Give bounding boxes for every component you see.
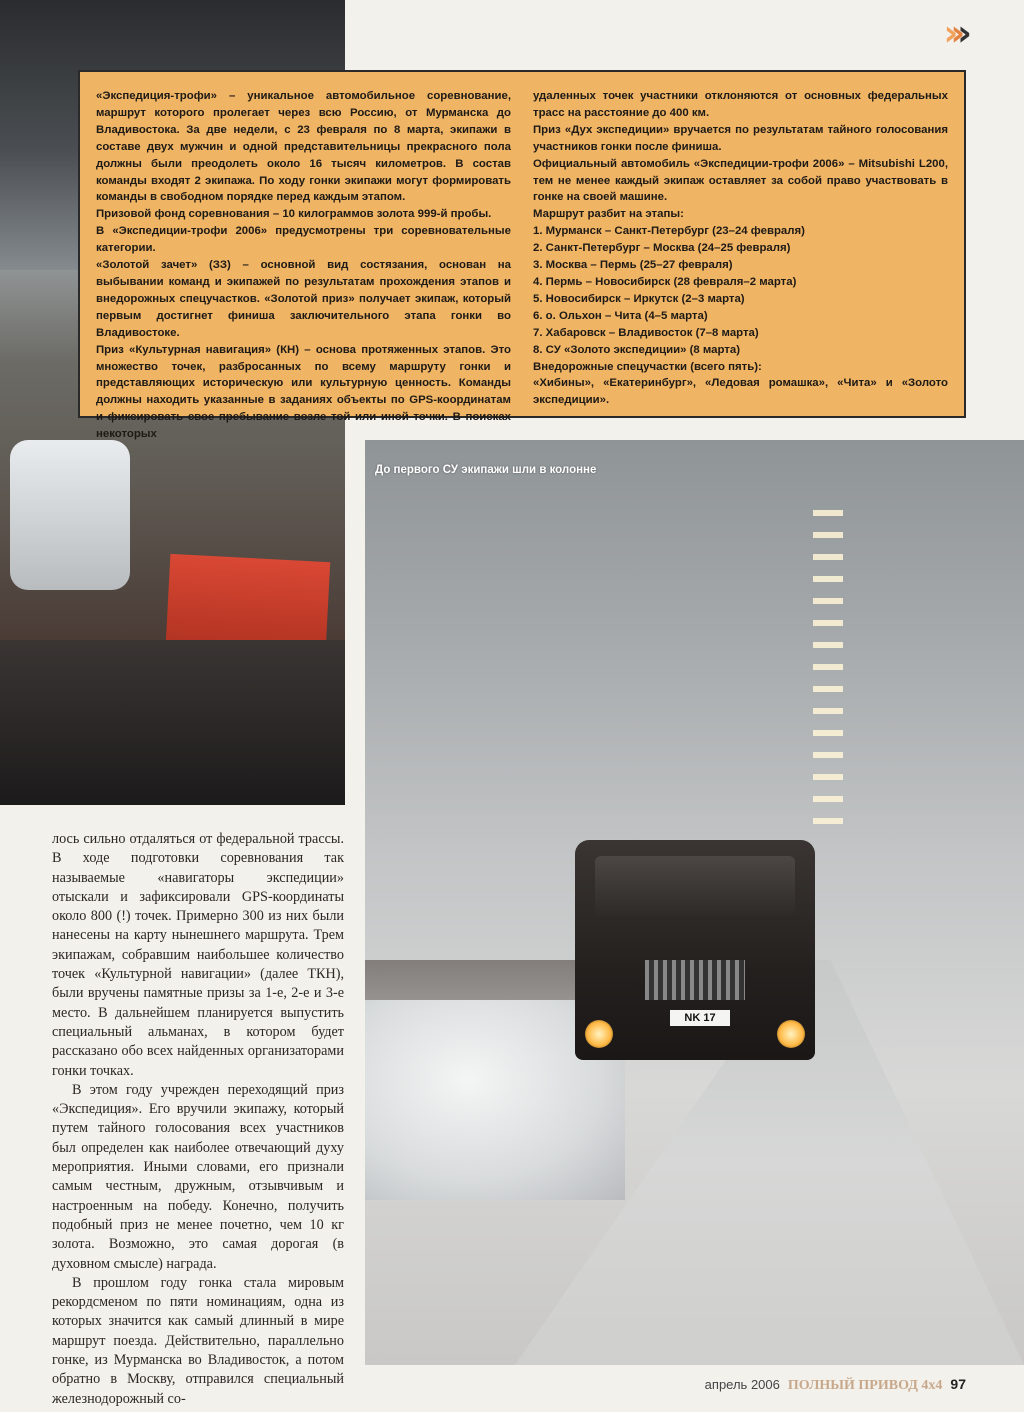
photo-convoy-lights bbox=[813, 510, 843, 840]
sidebar-paragraph: Приз «Дух экспедиции» вручается по результатам тайного голосования участников гонки после финиша. bbox=[533, 123, 948, 153]
sidebar-paragraph: Приз «Культурная навигация» (КН) – основа протяженных этапов. Это множество точек, разбросанных по всему маршруту гонки и представляющих историческую или культурную ценность. Команды должны находить указанные в заданиях объекты по GPS-координатам и фиксировать свое пребывание возле той или иной точки. В поисках некоторых bbox=[96, 343, 511, 441]
stage-item: 7. Хабаровск – Владивосток (7–8 марта) bbox=[533, 326, 759, 339]
sidebar-paragraph: «Экспедиция-трофи» – уникальное автомобильное соревнование, маршрут которого пролегает через всю Россию, от Мурманска до Владивостока. За две недели, с 23 февраля по 8 марта, экипажи в составе двух мужчин и одной представительницы прекрасного пола должны были преодолеть около 16 тысяч километров. В состав команды входят 2 экипажа. По ходу гонки экипажи могут формировать команды в свободном порядке перед каждым этапом. bbox=[96, 90, 511, 204]
sidebar-paragraph: Официальный автомобиль «Экспедиции-трофи 2006» – Mitsubishi L200, тем не менее каждый экипаж оставляет за собой право участвовать в гонке на своей машине. bbox=[533, 157, 948, 204]
chevron-right-icon: ››› bbox=[943, 13, 964, 54]
article-paragraph: лось сильно отдаляться от федеральной трассы. В ходе подготовки соревнования так называемые «навигаторы экспедиции» отыскали и зафиксировали GPS-координаты около 800 (!) точек. Примерно 300 из них были нанесены на карту нынешнего маршрута. Трем экипажам, собравшим наибольшее количество точек «Культурной навигации» (далее ТКН), были вручены памятные призы за 1-е, 2-е и 3-е место. В дальнейшем планируется выпустить специальный альманах, в котором будет рассказано обо всех найденных организаторами гонки точках. bbox=[52, 831, 344, 1079]
stage-item: 8. СУ «Золото экспедиции» (8 марта) bbox=[533, 343, 740, 356]
page-footer bbox=[705, 1376, 966, 1394]
article-paragraph: В этом году учрежден переходящий приз «Экспедиция». Его вручили экипажу, который путем тайного голосования всех участников был определен как наиболее отвечающий духу мероприятия. Иными словами, его признали самым честным, дружным, отзывчивым и настроенным на победу. Конечно, получить подобный приз не менее почетно, чем 10 кг золота. Возможно, это самая дорогая (в духовном смысле) награда. bbox=[52, 1081, 344, 1272]
stage-item: 3. Москва – Пермь (25–27 февраля) bbox=[533, 259, 733, 272]
issue-date: апрель 2006 bbox=[704, 1377, 780, 1392]
info-sidebar bbox=[78, 70, 966, 441]
photo-car bbox=[575, 840, 815, 1060]
stage-item: 6. о. Ольхон – Чита (4–5 марта) bbox=[533, 309, 708, 322]
sidebar-paragraph: Призовой фонд соревнования – 10 килограммов золота 999-й пробы. bbox=[96, 208, 492, 221]
main-photo bbox=[365, 440, 1024, 1365]
offroad-list: «Хибины», «Екатеринбург», «Ледовая ромашка», «Чита» и «Золото экспедиции». bbox=[533, 377, 948, 407]
photo-caption: До первого СУ экипажи шли в колонне bbox=[375, 464, 597, 476]
magazine-name: ПОЛНЫЙ ПРИВОД 4x4 bbox=[787, 1378, 943, 1393]
photo-red-sign bbox=[166, 554, 330, 652]
car-fog-lamp bbox=[777, 1020, 805, 1048]
sidebar-left-column bbox=[96, 88, 511, 441]
stage-item: 5. Новосибирск – Иркутск (2–3 марта) bbox=[533, 292, 745, 305]
sidebar-right-column bbox=[533, 88, 948, 406]
photo-mirror bbox=[10, 440, 130, 590]
stage-item: 4. Пермь – Новосибирск (28 февраля–2 марта) bbox=[533, 275, 797, 288]
car-plate: NK 17 bbox=[670, 1010, 730, 1026]
sidebar-paragraph: В «Экспедиции-трофи 2006» предусмотрены три соревновательные категории. bbox=[96, 225, 511, 255]
sidebar-paragraph: «Золотой зачет» (ЗЗ) – основной вид состязания, основан на выбывании команд и экипажей по результатам прохождения этапов и внедорожных спецучастков. «Золотой приз» получает экипаж, который первым достигнет финиша заключительного этапа гонки во Владивостоке. bbox=[96, 259, 511, 339]
car-grill bbox=[645, 960, 745, 1000]
article-body bbox=[52, 830, 344, 1409]
photo-dashboard bbox=[0, 640, 345, 805]
sidebar-paragraph: Маршрут разбит на этапы: bbox=[533, 208, 684, 221]
sidebar-paragraph: удаленных точек участники отклоняются от основных федеральных трасс на расстояние до 400 км. bbox=[533, 90, 948, 119]
stage-item: 1. Мурманск – Санкт-Петербург (23–24 февраля) bbox=[533, 225, 805, 238]
car-windshield bbox=[595, 856, 795, 916]
car-fog-lamp bbox=[585, 1020, 613, 1048]
offroad-title: Внедорожные спецучастки (всего пять): bbox=[533, 360, 762, 373]
article-paragraph: В прошлом году гонка стала мировым рекордсменом по пяти номинациям, одна из которых значится как самый длинный в мире маршрут поезда. Действительно, параллельно гонке, из Мурманска во Владивосток, а потом обратно в Москву, отправился специальный железнодорожный со- bbox=[52, 1274, 344, 1407]
stage-item: 2. Санкт-Петербург – Москва (24–25 февраля) bbox=[533, 242, 791, 255]
page-number: 97 bbox=[950, 1376, 966, 1392]
stage-list bbox=[533, 223, 948, 358]
